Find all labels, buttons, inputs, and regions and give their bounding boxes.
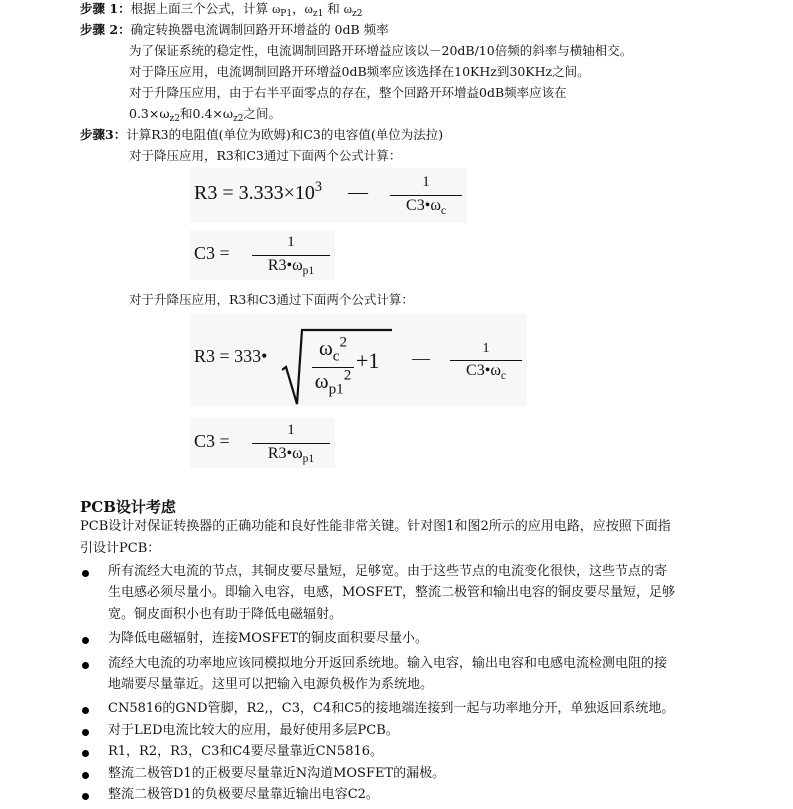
buck-c3-fracline: [252, 255, 330, 256]
step1-colon: ：: [118, 1, 131, 16]
buck-c3-den-dot: •: [286, 257, 293, 274]
buck-r3-lhs: [194, 179, 323, 205]
bb-r3-den-c3: C3: [466, 362, 485, 379]
bullet-line: 生电感必须尽量小。即输入电容，电感，MOSFET，整流二极管和输出电容的铜皮要尽量短，足够: [108, 585, 676, 601]
step2-line1: 为了保证系统的稳定性，电流调制回路开环增益应该以－20dB/10倍频的斜率与横轴相交。: [129, 43, 633, 58]
bb-r3-rad-num: [312, 334, 354, 365]
step2-line4-b: 和0.4×ω: [180, 106, 234, 121]
buck-r3-minus: —: [348, 181, 368, 203]
step2-title: 确定转换器电流调制回路开环增益的 0dB 频率: [130, 22, 389, 37]
bb-r3-num: 1: [482, 341, 490, 356]
bullet-line: 流经大电流的功率地应该同模拟地分开返回系统地。输入电容，输出电容和电感电流检测电阻的接: [108, 655, 668, 671]
buck-c3-den-omega: ω: [292, 257, 303, 274]
step2-line4-sub1: z2: [169, 114, 181, 125]
step1-line: [80, 0, 362, 18]
bb-c3-num: 1: [287, 422, 295, 438]
bb-r3-rad-den: [312, 367, 354, 398]
buck-r3-den-c3: C3: [406, 197, 425, 214]
buck-r3-den-omega: ω: [430, 197, 441, 214]
step2-line4: [129, 105, 281, 123]
buckboost-r3-formula: [190, 314, 527, 406]
bullet-line: 整流二极管D1的正极要尽量靠近N沟道MOSFET的漏极。: [108, 765, 446, 781]
bb-r3-rad-num-omega: ω: [318, 336, 333, 360]
step2-line4-a: 0.3×ω: [129, 106, 170, 121]
buck-r3-num: 1: [422, 174, 430, 190]
omega-p1-sub: P1: [280, 9, 293, 20]
buck-c3-lhs: C3 =: [194, 243, 230, 263]
bb-r3-rad-den-omega: ω: [314, 369, 329, 393]
step3-label: 步骤3: [80, 127, 114, 142]
bullet-dot: [82, 729, 89, 736]
bullet-dot: [82, 772, 89, 779]
step2-line4-sub2: z2: [233, 114, 244, 125]
step1-label: 步骤 1: [80, 1, 119, 16]
buck-r3-ten: 10: [294, 182, 315, 204]
bb-r3-rad-num-sub: c: [332, 348, 340, 365]
bullet-dot: [82, 637, 89, 644]
bb-c3-lhs: C3 =: [194, 431, 230, 451]
pcb-intro-1: PCB设计对保证转换器的正确功能和良好性能非常关键。针对图1和图2所示的应用电路，应按照下面指: [80, 519, 671, 534]
bb-r3-rad-num-exp: 2: [339, 334, 348, 351]
buck-intro: 对于降压应用，R3和C3通过下面两个公式计算：: [129, 148, 402, 163]
bullet-line: 所有流经大电流的节点，其铜皮要尽量短，足够宽。由于这些节点的电流变化很快，这些节点的寄: [108, 564, 668, 579]
omega-z1-sub: z1: [312, 9, 324, 20]
buck-r3-lhs-text: R3 = 3.333: [194, 182, 284, 204]
omega-p1: ω: [272, 2, 281, 16]
bb-r3-lhs-text: R3 = 333: [194, 346, 262, 366]
step3-title: 计算R3的电阻值(单位为欧姆)和C3的电容值(单位为法拉): [126, 127, 444, 142]
buck-r3-den: [390, 197, 462, 218]
bullet-line: 宽。铜皮面积小也有助于降低电磁辐射。: [108, 606, 343, 622]
step3-colon: ：: [113, 127, 127, 142]
step1-text: 根据上面三个公式，计算: [130, 1, 273, 16]
bb-r3-den-omega: ω: [490, 362, 501, 379]
buckboost-intro: 对于升降压应用，R3和C3通过下面两个公式计算：: [129, 292, 414, 307]
bb-r3-minus: —: [412, 348, 430, 368]
buck-r3-exp: 3: [314, 179, 323, 196]
bb-c3-den-dot: •: [286, 445, 293, 462]
bb-r3-lhs: [194, 346, 267, 367]
step2-line3: 对于升降压应用，由于右半平面零点的存在，整个回路开环增益0dB频率应该在: [129, 85, 567, 100]
buck-c3-den-sub: p1: [302, 265, 315, 278]
step2-colon: ：: [118, 22, 131, 37]
pcb-heading: PCB设计考虑: [80, 498, 176, 516]
omega-z1: ω: [304, 2, 313, 16]
buck-r3-formula: [190, 168, 467, 223]
bb-c3-den-r3: R3: [267, 445, 287, 462]
bullet-line: 对于LED电流比较大的应用，最好使用多层PCB。: [108, 722, 399, 738]
buck-r3-fracline: [390, 195, 462, 196]
bullet-line: 地端要尽量靠近。这里可以把输入电源负极作为系统地。: [108, 677, 434, 692]
bb-r3-rad-den-sub: p1: [328, 381, 344, 398]
buckboost-c3-formula: [190, 418, 335, 468]
buck-r3-den-sub: c: [440, 205, 446, 218]
bullet-dot: [82, 662, 89, 669]
step1-sep: ，: [292, 1, 305, 16]
bullet-line: 为降低电磁辐射，连接MOSFET的铜皮面积要尽量小。: [108, 631, 429, 647]
bb-c3-fracline: [252, 443, 330, 444]
bb-r3-lhs-dot: •: [261, 346, 268, 366]
omega-z2-sub: z2: [352, 9, 363, 20]
bb-r3-den: [450, 362, 522, 383]
buck-r3-times: ×: [283, 182, 295, 204]
bullet-dot: [82, 570, 89, 577]
bb-r3-den-sub: c: [500, 370, 506, 383]
buck-c3-den-r3: R3: [267, 257, 287, 274]
buck-c3-num: 1: [287, 234, 295, 250]
omega-z2: ω: [343, 2, 352, 16]
bullet-dot: [82, 750, 89, 757]
step1-and: 和: [323, 1, 344, 16]
bullet-line: 整流二极管D1的负极要尽量靠近输出电容C2。: [108, 787, 379, 802]
bb-r3-plus-one: +1: [356, 348, 380, 373]
bb-c3-den-omega: ω: [292, 445, 303, 462]
buck-c3-formula: [190, 230, 335, 280]
step2-label: 步骤 2: [80, 22, 119, 37]
step2-title-line: [80, 21, 389, 39]
bullet-dot: [82, 707, 89, 714]
bb-c3-den: [252, 445, 330, 466]
buck-r3-den-dot: •: [424, 197, 431, 214]
bb-r3-fracline: [450, 360, 522, 361]
step2-line4-c: 之间。: [243, 106, 282, 121]
bb-r3-den-dot: •: [484, 362, 491, 379]
pcb-intro-2: 引设计PCB：: [80, 541, 161, 556]
bb-c3-den-sub: p1: [302, 453, 315, 466]
bullet-dot: [82, 793, 89, 800]
step3-title-line: [80, 126, 443, 144]
buck-c3-den: [252, 257, 330, 278]
bullet-line: CN5816的GND管脚，R2,，C3，C4和C5的接地端连接到一起与功率地分开，单独返回系统地。: [108, 701, 675, 717]
bullet-line: R1，R2，R3，C3和C4要尽量靠近CN5816。: [108, 744, 384, 760]
bb-r3-rad-den-exp: 2: [343, 367, 352, 384]
step2-line2: 对于降压应用，电流调制回路开环增益0dB频率应该选择在10KHz到30KHz之间。: [129, 64, 590, 79]
